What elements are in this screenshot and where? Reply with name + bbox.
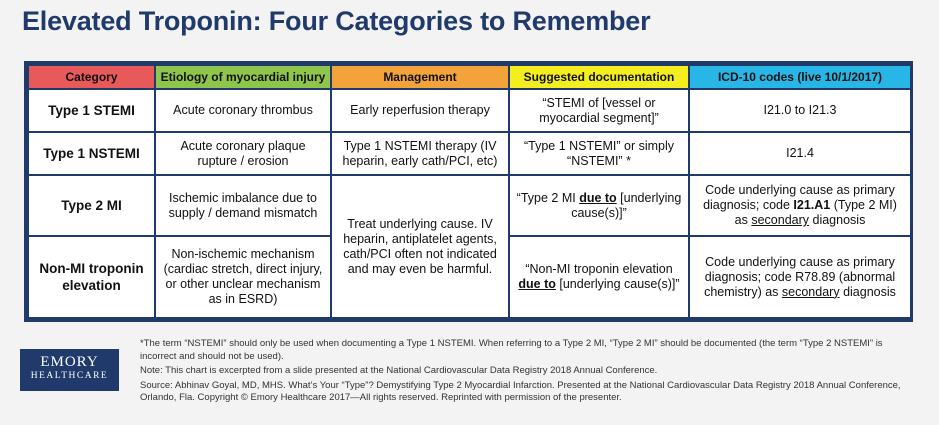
icd-underline: secondary <box>781 284 840 299</box>
header-etiology: Etiology of myocardial injury <box>155 65 331 89</box>
header-documentation: Suggested documentation <box>509 65 689 89</box>
cell-icd <box>689 236 911 318</box>
cell-documentation: “STEMI of [vessel or myocardial segment]” <box>509 89 689 132</box>
table-row <box>28 132 911 175</box>
cell-etiology: Acute coronary thrombus <box>155 89 331 132</box>
cell-management: Early reperfusion therapy <box>331 89 509 132</box>
cell-category: Non-MI troponin elevation <box>28 236 155 318</box>
cell-documentation <box>509 175 689 236</box>
logo-line1: EMORY <box>40 354 99 370</box>
icd-text: Code underlying cause as primary diagnosis; code R78.89 (abnormal chemistry) as <box>704 254 896 299</box>
troponin-categories-table <box>27 64 912 319</box>
cell-category: Type 2 MI <box>28 175 155 236</box>
cell-icd: I21.0 to I21.3 <box>689 89 911 132</box>
footnote-source: Source: Abhinav Goyal, MD, MHS. What’s Your “Type”? Demystifying Type 2 Myocardial Infarction. Presented at the National Cardiovascular Data Registry 2018 Annual Conference, Orlando, Fla. Copyright © Emory Healthcare 2017—All rights reserved. Reprinted with permission of the presenter. <box>140 379 901 403</box>
footnotes <box>140 338 920 407</box>
cell-etiology: Non-ischemic mechanism (cardiac stretch, direct injury, or other unclear mechanism as in ESRD) <box>155 236 331 318</box>
cell-etiology: Acute coronary plaque rupture / erosion <box>155 132 331 175</box>
table-row <box>28 89 911 132</box>
cell-category: Type 1 STEMI <box>28 89 155 132</box>
troponin-table <box>24 61 913 322</box>
header-management: Management <box>331 65 509 89</box>
icd-text: (Type 2 MI) as <box>734 198 897 228</box>
doc-underline: due to <box>518 277 556 292</box>
cell-documentation <box>509 236 689 318</box>
doc-text: [underlying cause(s)]” <box>571 190 682 220</box>
icd-underline: secondary <box>751 213 810 228</box>
cell-category: Type 1 NSTEMI <box>28 132 155 175</box>
icd-bold: I21.A1 <box>793 198 831 213</box>
icd-text: diagnosis <box>839 284 896 299</box>
header-category: Category <box>28 65 155 89</box>
icd-text: diagnosis <box>809 213 866 228</box>
icd-text: Code underlying cause as primary diagnosis; code <box>703 183 895 213</box>
doc-text: [underlying cause(s)]” <box>555 277 680 292</box>
cell-icd: I21.4 <box>689 132 911 175</box>
footnote-nstemi: *The term “NSTEMI” should only be used when documenting a Type 1 NSTEMI. When referring to a Type 2 MI, “Type 2 MI” should be documented (the term “Type 2 NSTEMI” is incorrect and should not be used). <box>140 338 883 362</box>
table-header-row <box>28 65 911 89</box>
table-row <box>28 175 911 236</box>
footnote-note: Note: This chart is excerpted from a slide presented at the National Cardiovascular Data Registry 2018 Annual Conference. <box>140 365 658 376</box>
cell-management-merged: Treat underlying cause. IV heparin, antiplatelet agents, cath/PCI often not indicated and may even be harmful. <box>331 175 509 318</box>
doc-text: “Type 2 MI <box>516 190 580 205</box>
doc-text: “Non-MI troponin elevation <box>525 262 673 277</box>
logo-line2: HEALTHCARE <box>30 371 109 381</box>
page-title: Elevated Troponin: Four Categories to Remember <box>22 6 651 36</box>
cell-management: Type 1 NSTEMI therapy (IV heparin, early cath/PCI, etc) <box>331 132 509 175</box>
cell-documentation: “Type 1 NSTEMI” or simply “NSTEMI” * <box>509 132 689 175</box>
emory-healthcare-logo <box>20 349 119 391</box>
doc-underline: due to <box>579 190 617 205</box>
cell-etiology: Ischemic imbalance due to supply / demand mismatch <box>155 175 331 236</box>
cell-icd <box>689 175 911 236</box>
header-icd: ICD-10 codes (live 10/1/2017) <box>689 65 911 89</box>
